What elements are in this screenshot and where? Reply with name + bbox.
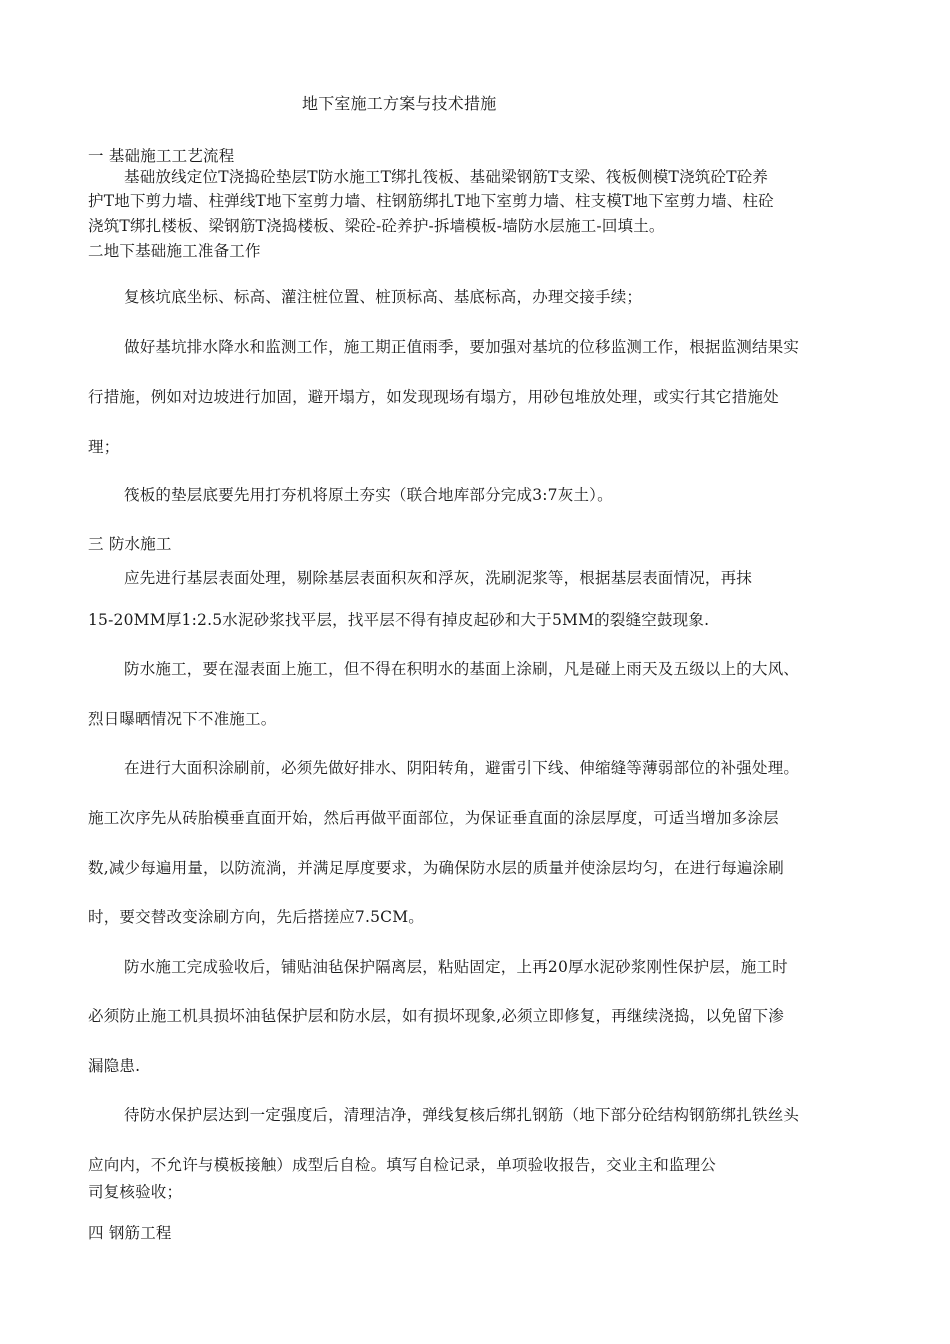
paragraph-line: 应向内，不允许与模板接触）成型后自检。填写自检记录，单项验收报告，交业主和监理公: [88, 1156, 717, 1174]
paragraph-line: 施工次序先从砖胎模垂直面开始，然后再做平面部位，为保证垂直面的涂层厚度，可适当增加多涂层: [88, 809, 779, 827]
paragraph-line: 筏板的垫层底要先用打夯机将原土夯实（联合地库部分完成3:7灰土）。: [124, 486, 613, 504]
paragraph-line: 漏隐患.: [88, 1057, 141, 1075]
paragraph-line: 15-20MM厚1:2.5水泥砂浆找平层，找平层不得有掉皮起砂和大于5MM的裂缝空鼓现象.: [88, 611, 710, 629]
paragraph-line: 烈日曝晒情况下不准施工。: [88, 710, 277, 728]
paragraph-line: 在进行大面积涂刷前，必须先做好排水、阴阳转角，避雷引下线、伸缩缝等薄弱部位的补强处理。: [124, 759, 800, 777]
paragraph-line: 浇筑T绑扎楼板、梁钢筋T浇捣楼板、梁砼-砼养护-拆墙模板-墙防水层施工-回填土。: [88, 217, 665, 235]
paragraph-line: 防水施工完成验收后，铺贴油毡保护隔离层，粘贴固定，上再20厚水泥砂浆刚性保护层，施工时: [124, 958, 788, 976]
section-heading: 三 防水施工: [88, 535, 172, 553]
paragraph-line: 待防水保护层达到一定强度后，清理洁净，弹线复核后绑扎钢筋（地下部分砼结构钢筋绑扎铁丝头: [124, 1106, 800, 1124]
paragraph-line: 复核坑底坐标、标高、灌注桩位置、桩顶标高、基底标高，办理交接手续；: [124, 288, 643, 306]
page-title: 地下室施工方案与技术措施: [302, 94, 497, 113]
paragraph-line: 必须防止施工机具损坏油毡保护层和防水层，如有损坏现象,必须立即修复，再继续浇捣，以免留下渗: [88, 1007, 784, 1025]
paragraph-line: 理；: [88, 438, 120, 456]
paragraph-line: 行措施，例如对边坡进行加固，避开塌方，如发现现场有塌方，用砂包堆放处理，或实行其它措施处: [88, 388, 779, 406]
paragraph-line: 时，要交替改变涂刷方向，先后搭搓应7.5CM。: [88, 908, 424, 926]
paragraph-line: 司复核验收；: [88, 1183, 183, 1201]
section-heading: 二地下基础施工准备工作: [88, 242, 261, 260]
paragraph-line: 护T地下剪力墙、柱弹线T地下室剪力墙、柱钢筋绑扎T地下室剪力墙、柱支模T地下室剪力墙、柱砼: [88, 192, 774, 210]
paragraph-line: 防水施工，要在湿表面上施工，但不得在积明水的基面上涂刷，凡是碰上雨天及五级以上的大风、: [124, 660, 800, 678]
section-heading: 一 基础施工工艺流程: [88, 147, 235, 165]
paragraph-line: 应先进行基层表面处理，剔除基层表面积灰和浮灰，洗刷泥浆等，根据基层表面情况，再抹: [124, 569, 753, 587]
paragraph-line: 基础放线定位T浇捣砼垫层T防水施工T绑扎筏板、基础梁钢筋T支梁、筏板侧模T浇筑砼T砼养: [124, 168, 769, 186]
section-heading: 四 钢筋工程: [88, 1224, 172, 1242]
paragraph-line: 做好基坑排水降水和监测工作，施工期正值雨季，要加强对基坑的位移监测工作，根据监测结果实: [124, 338, 800, 356]
paragraph-line: 数,减少每遍用量，以防流淌，并满足厚度要求，为确保防水层的质量并使涂层均匀，在进行每遍涂刷: [88, 859, 784, 877]
